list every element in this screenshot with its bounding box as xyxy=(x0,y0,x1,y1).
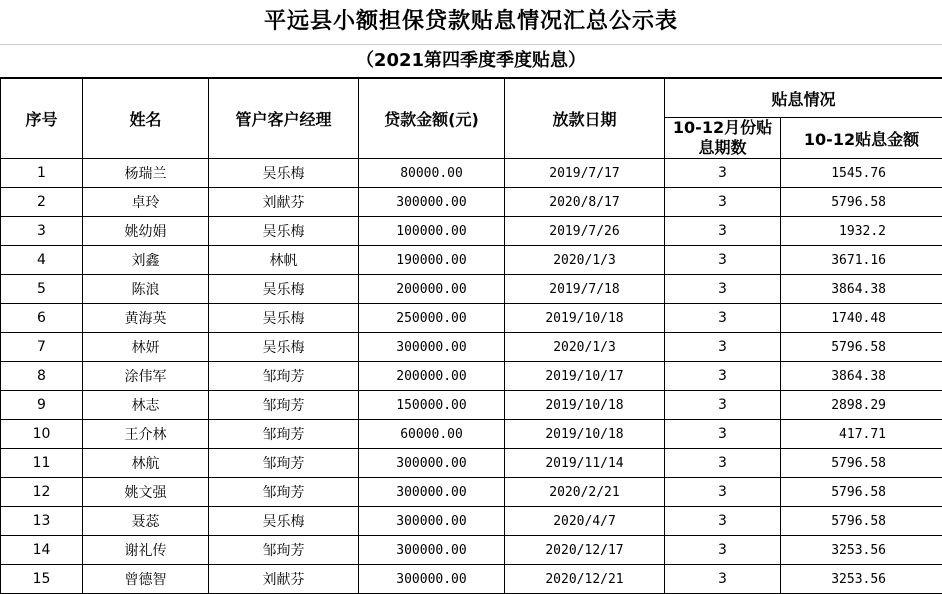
cell-periods: 3 xyxy=(665,565,781,594)
table-row xyxy=(1,449,942,478)
cell-name: 卓玲 xyxy=(83,188,209,217)
header-periods: 10-12月份贴息期数 xyxy=(665,118,781,159)
cell-loan-date: 2020/2/21 xyxy=(505,478,665,507)
cell-periods: 3 xyxy=(665,536,781,565)
cell-name: 林航 xyxy=(83,449,209,478)
cell-loan-amount: 300000.00 xyxy=(359,478,505,507)
table-row xyxy=(1,159,942,188)
cell-name: 姚文强 xyxy=(83,478,209,507)
cell-subsidy-amount: 3253.56 xyxy=(781,536,942,565)
table-row xyxy=(1,246,942,275)
cell-name: 谢礼传 xyxy=(83,536,209,565)
table-row xyxy=(1,478,942,507)
cell-periods: 3 xyxy=(665,391,781,420)
table-row xyxy=(1,188,942,217)
cell-manager: 吴乐梅 xyxy=(209,217,359,246)
cell-periods: 3 xyxy=(665,188,781,217)
cell-seq: 7 xyxy=(1,333,83,362)
cell-periods: 3 xyxy=(665,420,781,449)
cell-manager: 刘献芬 xyxy=(209,565,359,594)
cell-loan-amount: 100000.00 xyxy=(359,217,505,246)
table-row xyxy=(1,565,942,594)
cell-subsidy-amount: 3864.38 xyxy=(781,362,942,391)
cell-periods: 3 xyxy=(665,478,781,507)
cell-seq: 1 xyxy=(1,159,83,188)
header-seq: 序号 xyxy=(1,79,83,159)
header-subsidy-group: 贴息情况 xyxy=(665,79,942,118)
cell-subsidy-amount: 3864.38 xyxy=(781,275,942,304)
cell-manager: 邹珣芳 xyxy=(209,536,359,565)
cell-loan-amount: 200000.00 xyxy=(359,362,505,391)
cell-seq: 8 xyxy=(1,362,83,391)
cell-manager: 邹珣芳 xyxy=(209,478,359,507)
cell-loan-date: 2020/12/17 xyxy=(505,536,665,565)
cell-subsidy-amount: 1932.2 xyxy=(781,217,942,246)
cell-loan-date: 2019/10/17 xyxy=(505,362,665,391)
cell-name: 林妍 xyxy=(83,333,209,362)
cell-loan-date: 2019/10/18 xyxy=(505,420,665,449)
cell-loan-amount: 250000.00 xyxy=(359,304,505,333)
cell-name: 涂伟军 xyxy=(83,362,209,391)
cell-periods: 3 xyxy=(665,275,781,304)
cell-periods: 3 xyxy=(665,507,781,536)
cell-seq: 3 xyxy=(1,217,83,246)
cell-periods: 3 xyxy=(665,449,781,478)
cell-loan-amount: 190000.00 xyxy=(359,246,505,275)
cell-name: 林志 xyxy=(83,391,209,420)
table-row xyxy=(1,391,942,420)
table-row xyxy=(1,217,942,246)
table-header xyxy=(1,79,942,159)
cell-loan-date: 2020/4/7 xyxy=(505,507,665,536)
cell-subsidy-amount: 3253.56 xyxy=(781,565,942,594)
cell-subsidy-amount: 5796.58 xyxy=(781,449,942,478)
cell-seq: 12 xyxy=(1,478,83,507)
cell-name: 黄海英 xyxy=(83,304,209,333)
cell-periods: 3 xyxy=(665,333,781,362)
table-row xyxy=(1,362,942,391)
cell-loan-date: 2020/12/21 xyxy=(505,565,665,594)
table-row xyxy=(1,420,942,449)
cell-loan-amount: 300000.00 xyxy=(359,188,505,217)
cell-name: 聂蕊 xyxy=(83,507,209,536)
cell-loan-amount: 300000.00 xyxy=(359,333,505,362)
page-subtitle: （2021第四季度季度贴息） xyxy=(0,45,942,78)
cell-seq: 4 xyxy=(1,246,83,275)
cell-loan-date: 2020/8/17 xyxy=(505,188,665,217)
cell-manager: 邹珣芳 xyxy=(209,391,359,420)
cell-subsidy-amount: 5796.58 xyxy=(781,188,942,217)
cell-seq: 9 xyxy=(1,391,83,420)
cell-subsidy-amount: 1545.76 xyxy=(781,159,942,188)
cell-name: 刘鑫 xyxy=(83,246,209,275)
cell-loan-date: 2019/7/18 xyxy=(505,275,665,304)
cell-loan-date: 2019/10/18 xyxy=(505,304,665,333)
table-row xyxy=(1,275,942,304)
cell-loan-amount: 300000.00 xyxy=(359,507,505,536)
cell-loan-amount: 300000.00 xyxy=(359,449,505,478)
cell-seq: 14 xyxy=(1,536,83,565)
cell-loan-amount: 60000.00 xyxy=(359,420,505,449)
cell-periods: 3 xyxy=(665,246,781,275)
table-body xyxy=(1,159,942,594)
cell-seq: 13 xyxy=(1,507,83,536)
cell-periods: 3 xyxy=(665,362,781,391)
cell-seq: 10 xyxy=(1,420,83,449)
cell-manager: 吴乐梅 xyxy=(209,275,359,304)
cell-name: 王介林 xyxy=(83,420,209,449)
table-row xyxy=(1,536,942,565)
cell-subsidy-amount: 417.71 xyxy=(781,420,942,449)
cell-name: 陈浪 xyxy=(83,275,209,304)
header-manager: 管户客户经理 xyxy=(209,79,359,159)
cell-manager: 吴乐梅 xyxy=(209,333,359,362)
cell-seq: 15 xyxy=(1,565,83,594)
cell-periods: 3 xyxy=(665,217,781,246)
cell-loan-amount: 80000.00 xyxy=(359,159,505,188)
cell-manager: 吴乐梅 xyxy=(209,159,359,188)
cell-loan-amount: 300000.00 xyxy=(359,565,505,594)
cell-loan-date: 2020/1/3 xyxy=(505,333,665,362)
cell-loan-amount: 300000.00 xyxy=(359,536,505,565)
cell-seq: 11 xyxy=(1,449,83,478)
cell-subsidy-amount: 3671.16 xyxy=(781,246,942,275)
cell-seq: 6 xyxy=(1,304,83,333)
header-loan-date: 放款日期 xyxy=(505,79,665,159)
page-title: 平远县小额担保贷款贴息情况汇总公示表 xyxy=(0,0,942,45)
cell-loan-date: 2020/1/3 xyxy=(505,246,665,275)
cell-subsidy-amount: 5796.58 xyxy=(781,478,942,507)
cell-loan-date: 2019/7/26 xyxy=(505,217,665,246)
cell-loan-amount: 200000.00 xyxy=(359,275,505,304)
cell-subsidy-amount: 5796.58 xyxy=(781,507,942,536)
cell-manager: 吴乐梅 xyxy=(209,507,359,536)
cell-loan-date: 2019/7/17 xyxy=(505,159,665,188)
cell-seq: 2 xyxy=(1,188,83,217)
cell-manager: 吴乐梅 xyxy=(209,304,359,333)
cell-manager: 邹珣芳 xyxy=(209,420,359,449)
cell-periods: 3 xyxy=(665,159,781,188)
cell-manager: 林帆 xyxy=(209,246,359,275)
cell-manager: 邹珣芳 xyxy=(209,449,359,478)
header-loan-amount: 贷款金额(元) xyxy=(359,79,505,159)
cell-loan-amount: 150000.00 xyxy=(359,391,505,420)
cell-seq: 5 xyxy=(1,275,83,304)
header-subsidy-amount: 10-12贴息金额 xyxy=(781,118,942,159)
cell-name: 姚幼娟 xyxy=(83,217,209,246)
cell-name: 曾德智 xyxy=(83,565,209,594)
cell-loan-date: 2019/10/18 xyxy=(505,391,665,420)
cell-manager: 刘献芬 xyxy=(209,188,359,217)
table-row xyxy=(1,333,942,362)
table-row xyxy=(1,304,942,333)
cell-subsidy-amount: 2898.29 xyxy=(781,391,942,420)
cell-name: 杨瑞兰 xyxy=(83,159,209,188)
header-name: 姓名 xyxy=(83,79,209,159)
cell-manager: 邹珣芳 xyxy=(209,362,359,391)
cell-subsidy-amount: 1740.48 xyxy=(781,304,942,333)
cell-loan-date: 2019/11/14 xyxy=(505,449,665,478)
subsidy-table xyxy=(0,78,942,594)
cell-periods: 3 xyxy=(665,304,781,333)
table-row xyxy=(1,507,942,536)
cell-subsidy-amount: 5796.58 xyxy=(781,333,942,362)
